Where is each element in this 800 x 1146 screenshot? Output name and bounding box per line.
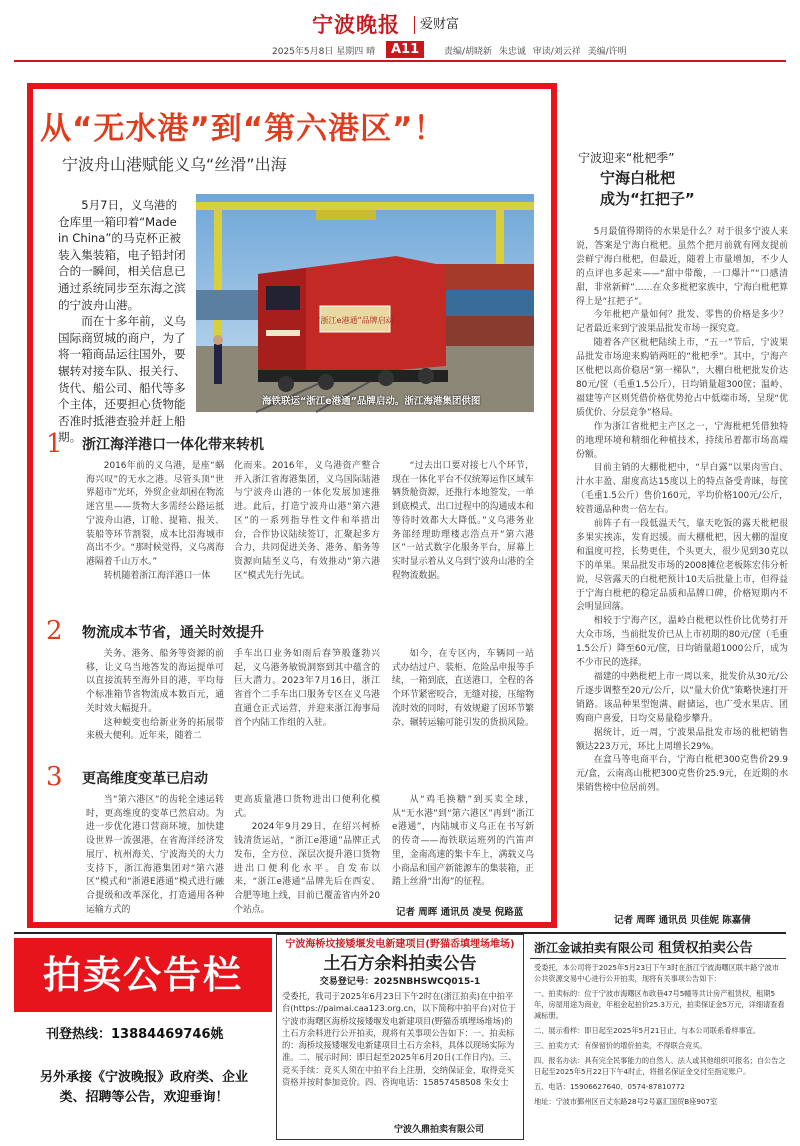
section-heading: 浙江海洋港口一体化带来转机 — [82, 437, 264, 453]
paragraph: 2016年前的义乌港，是座“蜗海兴叹”的无水之港。尽管头顶“世界超市”光环，外贸企业却困在物流迷宫里——货物大多需经公路运抵宁波舟山港，订舱、提箱、报关、装船等环节割裂，成本比沿海城市高出不少。“那时候觉得，义乌离海港隔着千山万水。” — [86, 461, 224, 567]
paragraph: 在盒马等电商平台，宁海白枇杷300克售价29.9元/盒，云南高山枇杷300克售价25.9元，在近期的水果销售榜中位居前列。 — [576, 755, 788, 794]
lead-paragraphs — [58, 197, 188, 446]
lead-paragraph: 而在十多年前，义乌国际商贸城的商户，为了将一箱商品运往国外，要辗转对接车队、报关行、货代、船公司、船代等多个主体，还要担心货物能否准时抵港查验并赶上船期。 — [58, 314, 186, 445]
paragraph: 前阵子有一段低温天气，靠天吃饭的露天枇杷很多果实挨冻，发育迟缓。而大棚枇杷，因大棚的湿度和温度可控，长势更佳，个头更大，很少见到30克以下的单果。果品批发市场的2008摊位老板陈宏伟分析说，尽管露天的白枇杷预计10天后批量上市，但得益于宁海白枇杷的稳定品质和品牌口碑，价格短期内不会明显回落。 — [576, 519, 788, 613]
page-number: A11 — [386, 41, 424, 58]
lease-notice-body — [534, 962, 786, 1140]
train-plate-text: “浙江e港通”品牌启动 — [316, 316, 394, 325]
paragraph: 今年枇杷产量如何？批发、零售的价格是多少？记者最近来到宁波果品批发市场一探究竟。 — [576, 310, 788, 335]
section-1-column-1 — [86, 460, 224, 610]
paragraph: 随着各产区枇杷陆续上市，“五一”节后，宁波果品批发市场迎来购销两旺的“枇杷季”。其中，宁海产区枇杷以高价稳居“第一梯队”，大棚白枇杷批发价达80元/筐（毛重1.5公斤），日均销量超300筐；温岭、福建等产区则凭借价格优势抢占中低端市场，呈现“优质优价、分层竞争”格局。 — [576, 338, 788, 418]
paragraph: 手车出口业务如雨后春笋般蓬勃兴起，义乌港务敏锐洞察到其中蕴含的巨大潜力。2023年7月16日，浙江省首个二手车出口服务专区在义乌港直通仓正式运营，并迎来浙江海事局首个内陆工作组的入驻。 — [234, 649, 380, 728]
section-heading: 更高维度变革已启动 — [82, 771, 208, 787]
paragraph: “过去出口要对接七八个环节，现在一体化平台不仅统筹运作区域车辆货舱资源，还推行本地签发，一单到底模式，出口过程中的沟通成本和等待时效都大大降低。”义乌港务业务部经理助理楼志浩点开“第六港区”一站式数字化服务平台，屏幕上实时显示着从义乌到宁波舟山港的全程物流数据。 — [392, 461, 534, 581]
photo-caption: 海铁联运“浙江e港通”品牌启动。浙江海港集团供图 — [262, 396, 481, 407]
section-1-column-2 — [234, 460, 380, 610]
editor-credits: 责编/胡晓新 朱忠诚 审读/刘云祥 美编/许明 — [444, 47, 627, 57]
notice-body: 受委托，我司于2025年6月23日下午2时在(浙江拍卖)在中拍平台(https://paimai.caa123.org.cn，以下简称中拍平台)对位于宁波市海曙区海桥坟接矮堰发电新建项目(野猫岙填埋场堆场)的土石方余料进行公开拍卖，现将有关事项公告如下：一、拍卖标的：海桥坟接矮堰发电新建项目土石方余料，具体以现场实际为准。二、展示时间：即日起至2025年6月20日(工作日内)。三、竞买手续：竞买人须在中拍平台上注册，交纳保证金，取得竞买资格并按时参加竞价。四、咨询电话：15857458508 朱女士 — [282, 991, 517, 1088]
lease-notice-rule — [530, 958, 786, 959]
paragraph: 地址：宁波市鄞州区百丈东路28号2号嘉汇国贸B座907室 — [534, 1097, 718, 1106]
title-line: 成为“扛把子” — [600, 190, 695, 208]
ad-hotline: 刊登热线：13884469746姚 — [46, 1027, 224, 1042]
notice-header: 宁波海桥坟接矮堰发电新建项目(野猫岙填埋场堆场) — [285, 939, 515, 950]
ad-note: 另外承接《宁波晚报》政府类、企业类、招聘等公告，欢迎垂询！ — [39, 1070, 248, 1105]
section-3-column-3 — [392, 794, 534, 904]
paragraph: 作为浙江省枇杷主产区之一，宁海枇杷凭借独特的地理环境和精细化种植技术，持续吊着都市场高端份额。 — [576, 421, 788, 460]
section-number: 3 — [46, 762, 63, 792]
section-number: 1 — [46, 429, 63, 459]
train-image — [196, 194, 534, 412]
port-train-photo — [196, 194, 534, 412]
paragraph: 据统计，近一周，宁波果品批发市场的枇杷销售额达223万元，环比上周增长29%。 — [576, 727, 788, 752]
paragraph: 更高质量港口货物进出口便利化模式。 — [234, 795, 380, 819]
newspaper-logo: 宁波晚报 — [312, 12, 400, 37]
right-article-kicker: 宁波迎来“枇杷季” — [578, 151, 675, 165]
right-article-title — [600, 168, 695, 210]
auction-banner: 拍卖公告栏 — [14, 938, 272, 1012]
paragraph: 二、展示看样：即日起至2025年5月21日止，与本公司联系看样事宜。 — [534, 1026, 761, 1035]
section-2-column-3 — [392, 648, 534, 758]
paragraph: 5月最值得期待的水果是什么？对于很多宁波人来说，答案是宁海白枇杷。虽然个把月前就有网友提前尝鲜宁海白枇杷，但最近，随着上市量增加，不少人的点评也多起来——“甜中带酸，一口爆汁”“口感清甜，非常新鲜”……在众多枇杷家族中，宁海白枇杷算得上是“扛把子”。 — [576, 227, 788, 307]
paragraph: 福建的中熟枇杷上市一周以来，批发价从30元/公斤逐步调整至20元/公斤，以“量大价优”策略快速打开销路。该品种果型饱满、耐储运，也广受水果店、团购商户喜爱，日均交易量稳步攀升。 — [576, 672, 788, 724]
section-1-column-3 — [392, 460, 534, 610]
lease-notice-title — [534, 940, 786, 956]
header-rule — [14, 60, 786, 62]
section-2-column-1 — [86, 648, 224, 758]
section-number: 2 — [46, 616, 63, 646]
paragraph: 化而来。2016年，义乌港资产整合并入浙江省海港集团，义乌国际陆港与宁波舟山港的一体化发展加速推进。此后，打造宁波舟山港“第六港区”的一系列指导性文件和举措出台，合作协议陆续签订，汇聚起多方合力，共同促进关务、港务、船务等资源向陆至义乌，有效推动“第六港区”模式先行先试。 — [234, 461, 380, 581]
paragraph: 三、拍卖方式：有保留价的增价拍卖，不得联合竞买。 — [534, 1041, 707, 1050]
notice-footer: 宁波久鼎拍卖有限公司 — [394, 1125, 485, 1135]
feature-headline: 从“无水港”到“第六港区”！ — [40, 111, 446, 147]
section-2-column-2 — [234, 648, 380, 758]
paragraph: 2024年9月29日，在绍兴柯桥钱清货运站，“浙江e港通”品牌正式发布，全方位、深层次提升港口货物进出口便利化水平。自发布以来，“浙江e港通”品牌先后在西安、合肥等地上线，目前已覆盖省内外20个站点。 — [234, 822, 380, 915]
notice-title: 土石方余料拍卖公告 — [323, 954, 477, 974]
section-heading: 物流成本节省，通关时效提升 — [82, 625, 264, 641]
paragraph: 如今，在专区内，车辆同一站式办结过户、装柜、危险品申报等手续，一箱到底，直送港口，全程的各个环节紧密咬合，无缝对接，压缩物流时效的同时，有效规避了因环节繁杂、辗转运输可能引发的货损风险。 — [392, 649, 534, 728]
paragraph: 关务、港务、船务等资源的前移，让义乌当地答发的海运提单可以直接流转至海外目的港，平均每个标准箱节省物流成本数百元，通关时效大幅提升。 — [86, 649, 224, 714]
section-name: 爱财富 — [420, 17, 460, 32]
paragraph: 相较于宁海产区，温岭白枇杷以性价比优势打开大众市场，当前批发价已从上市初期的80元/筐（毛重1.5公斤）降至60元/筐，日均销量超1000公斤，成为不少市民的选择。 — [576, 616, 788, 669]
paragraph: 五、电话：15906627640、0574-87810772 — [534, 1082, 685, 1091]
right-article-body — [576, 226, 788, 902]
section-3-column-1 — [86, 794, 224, 915]
masthead-divider — [414, 16, 415, 34]
paragraph: 当“第六港区”的齿轮全速运转时，更高维度的变革已然启动。为进一步优化港口营商环境，加快建设世界一流强港，在省海洋经济发展厅、杭州海关、宁波海关的大力支持下，浙江海港集团对“第六港区”模式和“浙港E港通”模式进行融合提级和改革深化，打造通用各种运输方式的 — [86, 795, 224, 915]
company-name: 浙江金诚拍卖有限公司 — [534, 941, 655, 955]
paragraph: 一、拍卖标的：位于宁波市海曙区布政巷47号5幢等共计房产租赁权，租期5年，房屋用途为商业，年租金起拍价25.3万元，拍卖保证金5万元，详细请查看减标册。 — [534, 989, 785, 1020]
paragraph: 四、报名办法：具有完全民事能力的自然人、法人或其他组织可报名；自公告之日起至2025年5月22日下午4时止，将报名保证金交付至指定账户。 — [534, 1056, 786, 1076]
feature-byline: 记者 周晖 通讯员 凌旻 倪路蓝 — [396, 907, 524, 918]
paragraph: 受委托，本公司将于2025年5月23日下午3时在浙江宁波海曙区联丰路宁波市公共资源交易中心进行公开拍卖，现将有关事项公告如下： — [534, 963, 780, 983]
paragraph: 这种蜕变也给新业务的拓展带来极大便利。近年来，随着二 — [86, 717, 224, 742]
lead-paragraph: 5月7日，义乌港的仓库里一箱印着“Made in China”的马克杯正被装入集装箱，电子铅封闭合的一瞬间，相关信息已通过系统同步至东海之滨的宁波舟山港。 — [58, 198, 186, 312]
right-article-byline: 记者 周晖 通讯员 贝佳妮 陈嘉倩 — [614, 915, 751, 926]
feature-subheadline: 宁波舟山港赋能义乌“丝滑”出海 — [62, 155, 287, 174]
title-line: 宁海白枇杷 — [600, 169, 676, 187]
section-3-column-2 — [234, 794, 380, 915]
paragraph: 目前主销的大棚枇杷中，“早白露”以果肉雪白、汁水丰盈、甜度高达15度以上的特点备受青睐，每筐（毛重1.5公斤）售价160元，平均价格100元/公斤，较普通品种贵一倍左右。 — [576, 463, 788, 516]
notice-name: 租赁权拍卖公告 — [658, 940, 753, 956]
notice-code: 交易登记号：2025NBHSWCQ015-1 — [319, 977, 481, 987]
paragraph: 转机随着浙江海洋港口一体 — [103, 570, 211, 581]
issue-date: 2025年5月8日 星期四 晴 — [272, 47, 376, 57]
paragraph: 从“鸡毛换糖”到买卖全球，从“无水港”到“第六港区”再到“浙江e港通”，内陆城市义乌正在书写新的传奇——海铁联运班列的汽笛声里，金南高速的集卡车上，满载义乌小商品和国产新能源车的集装箱，正踏上丝滑“出海”的征程。 — [392, 795, 534, 888]
